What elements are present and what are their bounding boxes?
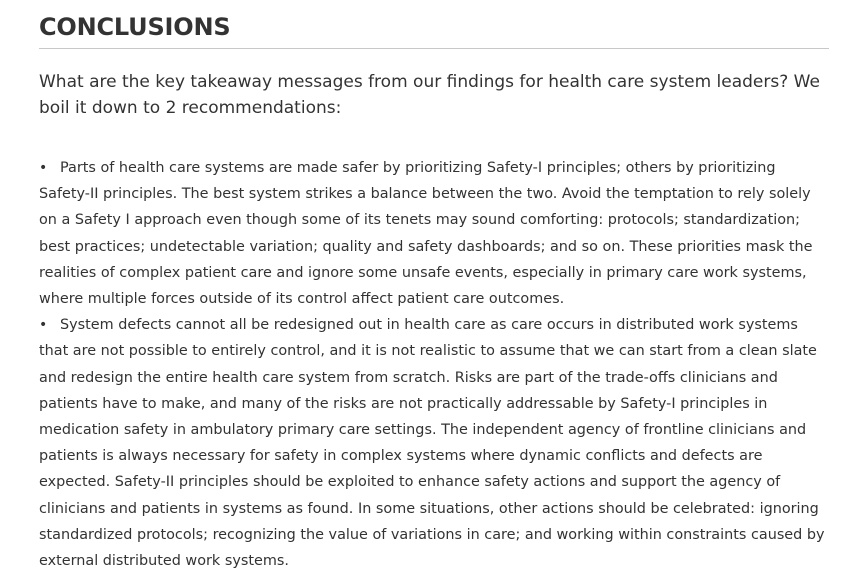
- intro-paragraph: What are the key takeaway messages from our findings for health care system leaders? We boil it down to 2 recommendations:: [39, 72, 820, 118]
- recommendation-text-2: System defects cannot all be redesigned out in health care as care occurs in distributed work systems that are not possible to entirely control, and it is not realistic to assume that we can start from a clean slate and redesign the entire health care system from scratch. Risks are part of the trade-offs clinicians and patients have to make, and many of the risks are not practically addressable by Safety-I principles in medication safety in ambulatory primary care settings. The independent agency of frontline clinicians and patients is always necessary for safety in complex systems where dynamic conflicts and defects are expected. Safety-II principles should be exploited to enhance safety actions and support the agency of clinicians and patients in systems as found. In some situations, other actions should be celebrated: ignoring standardized protocols; recognizing the value of variations in care; and working within constraints caused by external distributed work systems.: [39, 317, 825, 570]
- recommendation-item-1: [39, 155, 829, 312]
- section-heading: CONCLUSIONS: [39, 13, 231, 41]
- recommendation-item-2: [39, 312, 829, 574]
- heading-divider: [39, 48, 829, 49]
- recommendation-text-1: Parts of health care systems are made safer by prioritizing Safety-I principles; others by prioritizing Safety-II principles. The best system strikes a balance between the two. Avoid the temptation to rely solely on a Safety I approach even though some of its tenets may sound comforting: protocols; standardization; best practices; undetectable variation; quality and safety dashboards; and so on. These priorities mask the realities of complex patient care and ignore some unsafe events, especially in primary care work systems, where multiple forces outside of its control affect patient care outcomes.: [39, 160, 813, 308]
- bullet-marker: •: [39, 317, 48, 334]
- bullet-marker: •: [39, 160, 48, 176]
- recommendations-list: [39, 155, 829, 574]
